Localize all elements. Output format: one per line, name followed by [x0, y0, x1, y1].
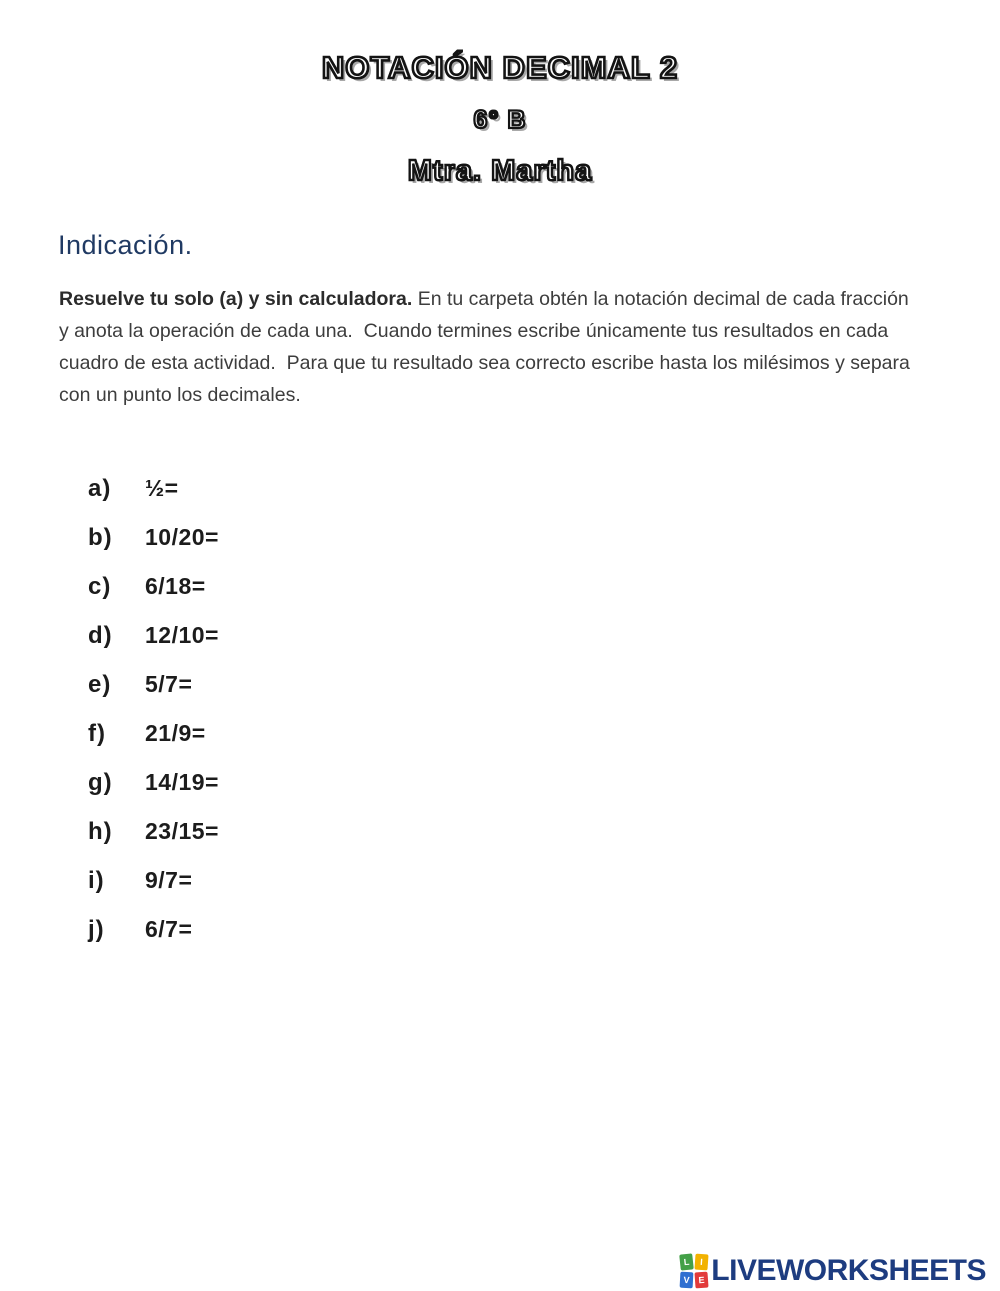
exercise-row: [88, 867, 1000, 916]
exercise-row: [88, 475, 1000, 524]
instructions-body: En tu carpeta obtén la notación decimal de cada fracción y anota la operación de cada una. Cuando termines escribe únicamente tus resultados en cada cuadro de esta actividad. Para que tu resultado sea correcto escribe hasta los milésimos y separa con un punto los decimales.: [59, 288, 916, 406]
indication-heading: Indicación.: [58, 230, 193, 260]
exercise-expression: 6/7=: [145, 916, 193, 942]
exercise-expression: 14/19=: [145, 769, 219, 795]
worksheet-title: NOTACIÓN DECIMAL 2: [321, 50, 679, 85]
brand-wordmark: LIVEWORKSHEETS: [711, 1254, 986, 1287]
exercise-expression: 12/10=: [145, 622, 219, 648]
exercise-label: f): [88, 720, 106, 747]
exercise-list: [88, 475, 1000, 965]
exercise-expression: 5/7=: [145, 671, 193, 697]
exercise-row: [88, 916, 1000, 965]
exercise-expression: 21/9=: [145, 720, 206, 746]
exercise-expression: 6/18=: [145, 573, 206, 599]
liveworksheets-logo[interactable]: [680, 1254, 986, 1288]
instructions-text: [59, 283, 915, 411]
grade-line: 6° B: [473, 106, 527, 134]
exercise-row: [88, 720, 1000, 769]
exercise-row: [88, 769, 1000, 818]
icon-letter-e: E: [695, 1272, 709, 1289]
exercise-label: g): [88, 769, 113, 796]
exercise-expression: 9/7=: [145, 867, 193, 893]
exercise-row: [88, 622, 1000, 671]
worksheet-header: [0, 0, 1000, 186]
exercise-row: [88, 573, 1000, 622]
exercise-label: i): [88, 867, 105, 894]
icon-letter-i: I: [695, 1254, 709, 1271]
exercise-row: [88, 524, 1000, 573]
exercise-label: b): [88, 524, 113, 551]
exercise-label: d): [88, 622, 113, 649]
instructions-bold-lead: Resuelve tu solo (a) y sin calculadora.: [59, 288, 413, 310]
exercise-expression: ½=: [145, 475, 179, 501]
exercise-label: j): [88, 916, 105, 943]
exercise-label: a): [88, 475, 112, 502]
teacher-line: Mtra. Martha: [407, 155, 593, 187]
exercise-row: [88, 818, 1000, 867]
exercise-expression: 10/20=: [145, 524, 219, 550]
exercise-label: h): [88, 818, 113, 845]
icon-letter-v: V: [680, 1272, 694, 1289]
liveworksheets-icon: [680, 1254, 708, 1288]
icon-letter-l: L: [679, 1253, 694, 1270]
exercise-row: [88, 671, 1000, 720]
exercise-label: c): [88, 573, 112, 600]
exercise-label: e): [88, 671, 112, 698]
exercise-expression: 23/15=: [145, 818, 219, 844]
